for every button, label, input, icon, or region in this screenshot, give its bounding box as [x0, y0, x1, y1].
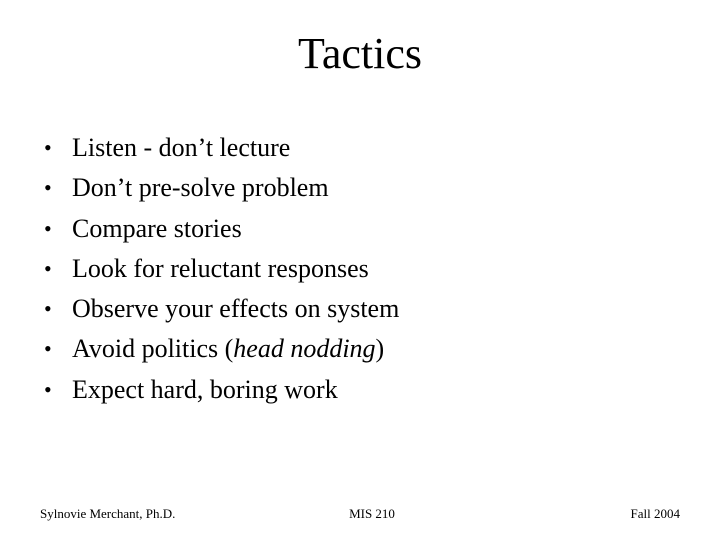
- slide-title: Tactics: [298, 29, 422, 78]
- bullet-item: [44, 329, 684, 369]
- bullet-item: [44, 128, 684, 168]
- bullet-text: Compare stories: [72, 213, 242, 243]
- footer-author: Sylnovie Merchant, Ph.D.: [40, 506, 176, 521]
- bullet-icon: •: [44, 135, 52, 160]
- bullet-icon: •: [44, 336, 52, 362]
- bullet-item: [44, 168, 684, 208]
- bullet-text: [72, 329, 384, 369]
- bullet-icon: •: [44, 175, 52, 201]
- bullet-text-tail: ): [375, 334, 385, 364]
- bullet-item: [44, 209, 684, 249]
- footer-term: Fall 2004: [630, 506, 680, 521]
- bullet-icon: •: [44, 376, 52, 402]
- bullet-item: [44, 289, 684, 329]
- bullet-icon: •: [44, 296, 52, 322]
- bullet-text: Listen - don’t lecture: [72, 133, 291, 162]
- bullet-text: Don’t pre-solve problem: [72, 173, 329, 203]
- bullet-text: Look for reluctant responses: [72, 253, 369, 283]
- bullet-text-lead: Avoid politics (: [72, 334, 234, 364]
- bullet-item: [44, 370, 684, 410]
- bullet-icon: •: [44, 215, 52, 241]
- bullet-icon: •: [44, 255, 52, 281]
- footer-course: MIS 210: [349, 506, 395, 521]
- bullet-text: Observe your effects on system: [72, 294, 400, 324]
- bullet-list: [44, 128, 684, 410]
- bullet-text: Expect hard, boring work: [72, 374, 338, 404]
- bullet-text-emphasis: head nodding: [233, 334, 376, 364]
- bullet-item: [44, 249, 684, 289]
